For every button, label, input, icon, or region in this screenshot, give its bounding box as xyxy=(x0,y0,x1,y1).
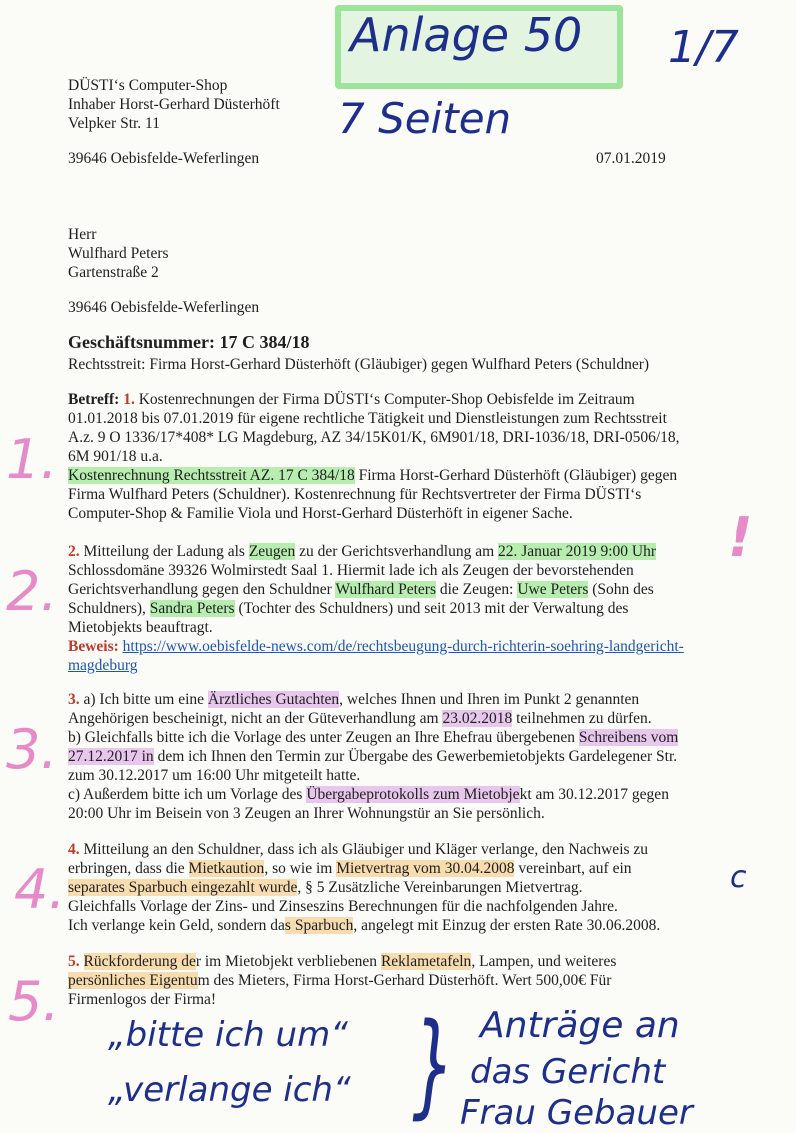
handwritten-number-5: 5. xyxy=(8,970,60,1033)
p2-line2: Schlossdomäne 39326 Wolmirstedt Saal 1. Hiermit lade ich als Zeugen der bevorstehenden xyxy=(68,562,634,579)
p4-line5-b: , angelegt mit Einzug der ersten Rate 30.06.2008. xyxy=(353,917,661,934)
highlight-sparbuch: s Sparbuch xyxy=(284,917,354,934)
betreff-label: Betreff: xyxy=(68,391,120,408)
highlight-sparbuch-eingezahlt: separates Sparbuch eingezahlt wurde xyxy=(68,879,298,896)
p3-line1 xyxy=(68,690,639,709)
letter-date: 07.01.2019 xyxy=(596,150,666,167)
beweis-label: Beweis: xyxy=(68,638,119,655)
handwritten-gericht: das Gericht xyxy=(470,1052,666,1092)
sender-line2: Inhaber Horst-Gerhard Düsterhöft xyxy=(68,96,280,113)
p3-line3 xyxy=(68,728,678,747)
highlight-sandra: Sandra Peters xyxy=(149,600,235,617)
p2-line1 xyxy=(68,542,656,561)
highlight-kostenrechnung: Kostenrechnung Rechtsstreit AZ. 17 C 384/18 xyxy=(68,467,355,484)
handwritten-quote-verlange: „verlange ich“ xyxy=(108,1070,351,1110)
evidence-link[interactable]: https://www.oebisfelde-news.com/de/rechtsbeugung-durch-richterin-soehring-landgericht- xyxy=(122,638,684,655)
betreff-line5-rest: Firma Horst-Gerhard Düsterhöft (Gläubiger) gegen xyxy=(354,467,678,484)
point-5-number: 5. xyxy=(68,953,80,970)
highlight-mietvertrag: Mietvertrag vom 30.04.2008 xyxy=(336,860,515,877)
handwritten-anlage: Anlage 50 xyxy=(350,8,583,62)
recipient-street: Gartenstraße 2 xyxy=(68,264,159,281)
p3-line2-b: teilnehmen zu dürfen. xyxy=(512,710,652,727)
p5-line1 xyxy=(68,952,616,971)
betreff-line3: A.z. 9 O 1336/17*408* LG Magdeburg, AZ 34/15K01/K, 6M901/18, DRI-1036/18, DRI-0506/18, xyxy=(68,429,680,446)
p3-line2-a: Angehörigen bescheinigt, nicht an der Güteverhandlung am xyxy=(68,710,443,727)
betreff-line5 xyxy=(68,466,677,485)
p4-line4: Gleichfalls Vorlage der Zins- und Zinseszins Berechnungen für die nachfolgenden Jahre. xyxy=(68,898,618,915)
p4-line1-text: Mitteilung an den Schuldner, dass ich als Gläubiger und Kläger verlange, den Nachweis zu xyxy=(79,841,649,858)
p4-line5-a: Ich verlange kein Geld, sondern da xyxy=(68,917,285,934)
point-3-number: 3. xyxy=(68,691,80,708)
p3-line6-b: kt am 30.12.2017 gegen xyxy=(519,786,669,803)
highlight-protokoll: Übergabeprotokolls zum Mietobje xyxy=(306,786,520,803)
handwritten-quote-bitte: „bitte ich um“ xyxy=(108,1015,348,1055)
p4-line3-b: , § 5 Zusätzliche Vereinbarungen Mietvertrag. xyxy=(297,879,583,896)
handwritten-number-2: 2. xyxy=(6,560,58,623)
sender-line1: DÜSTI‘s Computer-Shop xyxy=(68,77,228,94)
highlight-schreiben: Schreibens vom xyxy=(578,729,679,746)
p2-line4 xyxy=(68,599,628,618)
p3-line3-a: b) Gleichfalls bitte ich die Vorlage des unter Zeugen an Ihre Ehefrau übergebenen xyxy=(68,729,579,746)
recipient-salutation: Herr xyxy=(68,226,97,243)
p4-line2-c: vereinbart, auf ein xyxy=(514,860,632,877)
p3-line4-b: dem ich Ihnen den Termin zur Übergabe des Gewerbemietobjekts Gardelegener Str. xyxy=(153,748,678,765)
p5-line2-b: m des Mieters, Firma Horst-Gerhard Düsterhöft. Wert 500,00€ Für xyxy=(197,972,612,989)
handwritten-brace: } xyxy=(412,1000,456,1130)
p3-line7: 20:00 Uhr im Beisein von 3 Zeugen an Ihrer Wohnungstür an Sie persönlich. xyxy=(68,805,545,822)
handwritten-antraege: Anträge an xyxy=(480,1005,680,1046)
p2-line5: Mietobjekts beauftragt. xyxy=(68,619,213,636)
highlight-uwe: Uwe Peters xyxy=(517,581,589,598)
p4-line5 xyxy=(68,916,660,935)
recipient-city: 39646 Oebisfelde-Weferlingen xyxy=(68,299,260,316)
case-number: Geschäftsnummer: 17 C 384/18 xyxy=(68,332,310,352)
p4-line3 xyxy=(68,878,582,897)
betreff-text: Kostenrechnungen der Firma DÜSTI‘s Computer-Shop Oebisfelde im Zeitraum xyxy=(138,391,635,408)
p3-line6 xyxy=(68,785,669,804)
handwritten-exclamation: ! xyxy=(728,506,753,569)
handwritten-number-1: 1. xyxy=(6,428,58,491)
highlight-wulfhard: Wulfhard Peters xyxy=(335,581,436,598)
sender-city: 39646 Oebisfelde-Weferlingen xyxy=(68,150,260,167)
betreff-line2: 01.01.2018 bis 07.01.2019 für eigene rechtliche Tätigkeit und Dienstleistungen zum Rechtsstreit xyxy=(68,410,667,427)
handwritten-page-fraction: 1/7 xyxy=(668,22,739,73)
highlight-eigentum: persönliches Eigentu xyxy=(68,972,198,989)
handwritten-mark-c: c xyxy=(730,860,747,895)
recipient-name: Wulfhard Peters xyxy=(68,245,169,262)
p2-line3-c: (Sohn des xyxy=(588,581,654,598)
highlight-zeugen: Zeugen xyxy=(248,543,296,560)
p5-line3: Firmenlogos der Firma! xyxy=(68,991,217,1008)
p2-text-a: Mitteilung der Ladung als xyxy=(79,543,249,560)
p2-beweis-line xyxy=(68,637,684,656)
p3-line2 xyxy=(68,709,652,728)
point-2-number: 2. xyxy=(68,543,80,560)
p4-line1 xyxy=(68,840,648,859)
p2-line4-b: (Tochter des Schuldners) und seit 2013 mit der Verwaltung des xyxy=(234,600,629,617)
p2-line3 xyxy=(68,580,654,599)
betreff-line6: Firma Wulfhard Peters (Schuldner). Kostenrechnung für Rechtsvertreter der Firma DÜSTI‘s xyxy=(68,486,642,503)
betreff-line4: 6M 901/18 u.a. xyxy=(68,448,163,465)
betreff-line1 xyxy=(68,390,635,409)
p4-line2-a: erbringen, dass die xyxy=(68,860,189,877)
point-1-number: 1. xyxy=(123,391,135,408)
p2-line4-a: Schuldners), xyxy=(68,600,150,617)
p2-line3-b: die Zeugen: xyxy=(435,581,518,598)
p3-line6-a: c) Außerdem bitte ich um Vorlage des xyxy=(68,786,307,803)
p2-text-b: zu der Gerichtsverhandlung am xyxy=(295,543,499,560)
sender-line3: Velpker Str. 11 xyxy=(68,115,160,132)
p2-link-line2 xyxy=(68,656,137,675)
highlight-schreiben-date: 27.12.2017 in xyxy=(68,748,154,765)
highlight-rueckforderung: Rückforderung de xyxy=(83,953,196,970)
point-4-number: 4. xyxy=(68,841,80,858)
betreff-line7: Computer-Shop & Familie Viola und Horst-Gerhard Düsterhöft in eigener Sache. xyxy=(68,505,573,522)
evidence-link-continued[interactable]: magdeburg xyxy=(68,657,138,674)
handwritten-seiten: 7 Seiten xyxy=(338,94,512,143)
highlight-gutachten: Ärztliches Gutachten xyxy=(207,691,340,708)
p5-line2 xyxy=(68,971,611,990)
p5-line1-b: , Lampen, und weiteres xyxy=(471,953,617,970)
highlight-reklametafeln: Reklametafeln xyxy=(380,953,472,970)
case-dispute: Rechtsstreit: Firma Horst-Gerhard Düsterhöft (Gläubiger) gegen Wulfhard Peters (Schuldner) xyxy=(68,356,650,373)
highlight-date-hearing: 22. Januar 2019 9:00 Uhr xyxy=(498,543,657,560)
p3-line5: zum 30.12.2017 um 16:00 Uhr mitgeteilt hatte. xyxy=(68,767,361,784)
p4-line2 xyxy=(68,859,632,878)
highlight-date-guete: 23.02.2018 xyxy=(442,710,513,727)
p4-line2-b: , so wie im xyxy=(264,860,337,877)
p2-line3-a: Gerichtsverhandlung gegen den Schuldner xyxy=(68,581,336,598)
handwritten-gebauer: Frau Gebauer xyxy=(460,1093,693,1133)
highlight-mietkaution: Mietkaution xyxy=(188,860,265,877)
p3-line4 xyxy=(68,747,677,766)
p3-line1-b: , welches Ihnen und Ihren im Punkt 2 genannten xyxy=(339,691,640,708)
p3-line1-a: a) Ich bitte um eine xyxy=(79,691,208,708)
p5-line1-a: r im Mietobjekt verbliebenen xyxy=(195,953,381,970)
handwritten-number-3: 3. xyxy=(6,718,58,781)
handwritten-number-4: 4. xyxy=(14,858,66,921)
